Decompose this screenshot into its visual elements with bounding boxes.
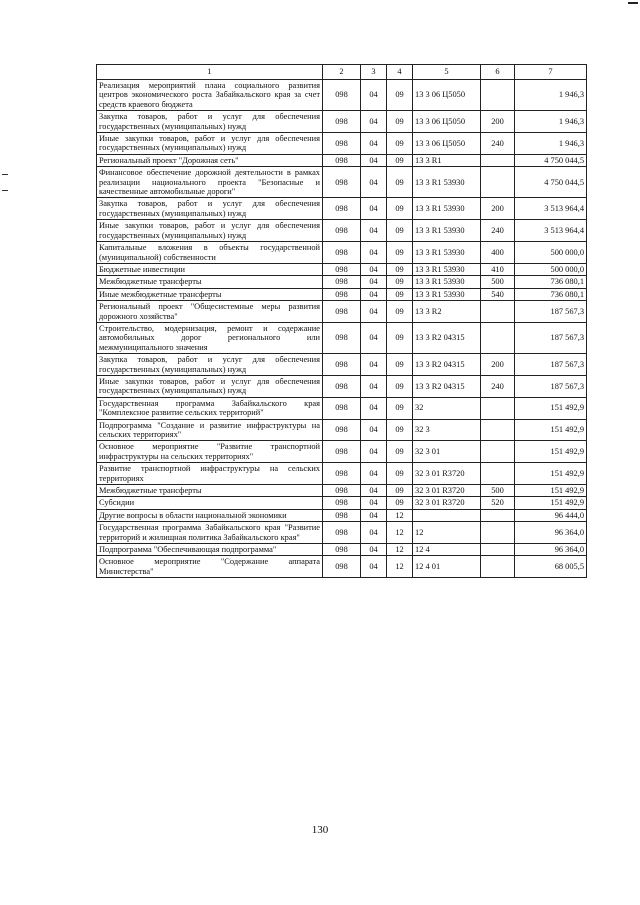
section-code-cell: 04 xyxy=(361,544,387,556)
item-name-cell: Иные закупки товаров, работ и услуг для обеспечения государственных (муниципальных) нужд xyxy=(97,375,323,397)
ministry-code-cell: 098 xyxy=(323,375,361,397)
target-article-cell: 32 3 01 R3720 xyxy=(413,463,481,485)
table-row xyxy=(97,263,587,275)
item-name-cell: Иные закупки товаров, работ и услуг для обеспечения государственных (муниципальных) нужд xyxy=(97,220,323,242)
item-name-cell: Строительство, модернизация, ремонт и содержание автомобильных дорог регионального или межмуниципального значения xyxy=(97,322,323,353)
amount-cell: 187 567,3 xyxy=(515,322,587,353)
ministry-code-cell: 098 xyxy=(323,509,361,521)
target-article-cell: 13 3 06 Ц5050 xyxy=(413,80,481,111)
subsection-code-cell: 09 xyxy=(387,167,413,198)
expense-type-cell: 240 xyxy=(481,375,515,397)
subsection-code-cell: 12 xyxy=(387,522,413,544)
item-name-cell: Другие вопросы в области национальной экономики xyxy=(97,509,323,521)
table-row xyxy=(97,497,587,509)
ministry-code-cell: 098 xyxy=(323,556,361,578)
target-article-cell: 13 3 R1 53930 xyxy=(413,276,481,288)
item-name-cell: Государственная программа Забайкальского края "Комплексное развитие сельских территорий" xyxy=(97,397,323,419)
expense-type-cell xyxy=(481,322,515,353)
item-name-cell: Подпрограмма "Обеспечивающая подпрограмма" xyxy=(97,544,323,556)
expense-type-cell: 200 xyxy=(481,198,515,220)
table-row xyxy=(97,397,587,419)
target-article-cell: 13 3 R1 xyxy=(413,154,481,166)
amount-cell: 736 080,1 xyxy=(515,276,587,288)
table-row xyxy=(97,522,587,544)
ministry-code-cell: 098 xyxy=(323,111,361,133)
subsection-code-cell: 09 xyxy=(387,375,413,397)
amount-cell: 187 567,3 xyxy=(515,301,587,323)
expense-type-cell: 240 xyxy=(481,220,515,242)
amount-cell: 3 513 964,4 xyxy=(515,198,587,220)
item-name-cell: Закупка товаров, работ и услуг для обеспечения государственных (муниципальных) нужд xyxy=(97,354,323,376)
ministry-code-cell: 098 xyxy=(323,133,361,155)
section-code-cell: 04 xyxy=(361,301,387,323)
expense-type-cell xyxy=(481,522,515,544)
item-name-cell: Иные межбюджетные трансферты xyxy=(97,288,323,300)
section-code-cell: 04 xyxy=(361,198,387,220)
ministry-code-cell: 098 xyxy=(323,288,361,300)
table-row xyxy=(97,301,587,323)
subsection-code-cell: 09 xyxy=(387,288,413,300)
item-name-cell: Капитальные вложения в объекты государственной (муниципальной) собственности xyxy=(97,242,323,264)
subsection-code-cell: 09 xyxy=(387,463,413,485)
section-code-cell: 04 xyxy=(361,80,387,111)
subsection-code-cell: 09 xyxy=(387,263,413,275)
target-article-cell: 32 3 01 xyxy=(413,441,481,463)
target-article-cell: 32 3 01 R3720 xyxy=(413,485,481,497)
amount-cell: 4 750 044,5 xyxy=(515,167,587,198)
target-article-cell: 13 3 R2 xyxy=(413,301,481,323)
table-row xyxy=(97,419,587,441)
expense-type-cell: 200 xyxy=(481,111,515,133)
table-row xyxy=(97,80,587,111)
section-code-cell: 04 xyxy=(361,133,387,155)
table-row xyxy=(97,354,587,376)
expense-type-cell xyxy=(481,397,515,419)
ministry-code-cell: 098 xyxy=(323,441,361,463)
amount-cell: 1 946,3 xyxy=(515,80,587,111)
table-row xyxy=(97,111,587,133)
table-row xyxy=(97,485,587,497)
item-name-cell: Закупка товаров, работ и услуг для обеспечения государственных (муниципальных) нужд xyxy=(97,111,323,133)
subsection-code-cell: 09 xyxy=(387,397,413,419)
amount-cell: 151 492,9 xyxy=(515,441,587,463)
item-name-cell: Основное мероприятие "Содержание аппарата Министерства" xyxy=(97,556,323,578)
amount-cell: 96 364,0 xyxy=(515,544,587,556)
subsection-code-cell: 09 xyxy=(387,242,413,264)
item-name-cell: Реализация мероприятий плана социального развития центров экономического роста Забайкальского края за счет средств краевого бюджета xyxy=(97,80,323,111)
target-article-cell: 32 3 xyxy=(413,419,481,441)
expense-type-cell: 200 xyxy=(481,354,515,376)
amount-cell: 151 492,9 xyxy=(515,463,587,485)
item-name-cell: Подпрограмма "Создание и развитие инфраструктуры на сельских территориях" xyxy=(97,419,323,441)
expense-type-cell: 240 xyxy=(481,133,515,155)
amount-cell: 96 364,0 xyxy=(515,522,587,544)
target-article-cell xyxy=(413,509,481,521)
subsection-code-cell: 12 xyxy=(387,509,413,521)
target-article-cell: 13 3 R2 04315 xyxy=(413,375,481,397)
header-cell: 6 xyxy=(481,65,515,80)
ministry-code-cell: 098 xyxy=(323,301,361,323)
section-code-cell: 04 xyxy=(361,485,387,497)
section-code-cell: 04 xyxy=(361,509,387,521)
table-row xyxy=(97,198,587,220)
table-row xyxy=(97,544,587,556)
amount-cell: 68 005,5 xyxy=(515,556,587,578)
section-code-cell: 04 xyxy=(361,220,387,242)
amount-cell: 4 750 044,5 xyxy=(515,154,587,166)
target-article-cell: 13 3 R1 53930 xyxy=(413,263,481,275)
table-row xyxy=(97,556,587,578)
target-article-cell: 13 3 R1 53930 xyxy=(413,198,481,220)
target-article-cell: 13 3 R1 53930 xyxy=(413,288,481,300)
expense-type-cell: 410 xyxy=(481,263,515,275)
subsection-code-cell: 09 xyxy=(387,111,413,133)
item-name-cell: Межбюджетные трансферты xyxy=(97,276,323,288)
table-row xyxy=(97,322,587,353)
scan-corner-mark xyxy=(628,2,638,4)
header-cell: 2 xyxy=(323,65,361,80)
table-row xyxy=(97,242,587,264)
section-code-cell: 04 xyxy=(361,154,387,166)
header-cell: 3 xyxy=(361,65,387,80)
subsection-code-cell: 09 xyxy=(387,497,413,509)
item-name-cell: Закупка товаров, работ и услуг для обеспечения государственных (муниципальных) нужд xyxy=(97,198,323,220)
section-code-cell: 04 xyxy=(361,263,387,275)
item-name-cell: Субсидии xyxy=(97,497,323,509)
expense-type-cell xyxy=(481,301,515,323)
ministry-code-cell: 098 xyxy=(323,522,361,544)
target-article-cell: 32 xyxy=(413,397,481,419)
expense-type-cell: 540 xyxy=(481,288,515,300)
expense-type-cell: 520 xyxy=(481,497,515,509)
table-row xyxy=(97,288,587,300)
section-code-cell: 04 xyxy=(361,111,387,133)
section-code-cell: 04 xyxy=(361,397,387,419)
document-page xyxy=(96,64,586,578)
ministry-code-cell: 098 xyxy=(323,485,361,497)
ministry-code-cell: 098 xyxy=(323,544,361,556)
section-code-cell: 04 xyxy=(361,276,387,288)
expense-type-cell xyxy=(481,509,515,521)
table-row xyxy=(97,276,587,288)
ministry-code-cell: 098 xyxy=(323,263,361,275)
ministry-code-cell: 098 xyxy=(323,154,361,166)
ministry-code-cell: 098 xyxy=(323,276,361,288)
header-row xyxy=(97,65,587,80)
target-article-cell: 12 xyxy=(413,522,481,544)
expense-type-cell: 500 xyxy=(481,485,515,497)
header-cell: 4 xyxy=(387,65,413,80)
amount-cell: 500 000,0 xyxy=(515,263,587,275)
table-row xyxy=(97,375,587,397)
section-code-cell: 04 xyxy=(361,354,387,376)
section-code-cell: 04 xyxy=(361,463,387,485)
subsection-code-cell: 09 xyxy=(387,220,413,242)
table-row xyxy=(97,220,587,242)
target-article-cell: 13 3 R1 53930 xyxy=(413,167,481,198)
expense-type-cell: 500 xyxy=(481,276,515,288)
section-code-cell: 04 xyxy=(361,288,387,300)
subsection-code-cell: 09 xyxy=(387,441,413,463)
target-article-cell: 12 4 xyxy=(413,544,481,556)
page-number: 130 xyxy=(311,824,329,836)
amount-cell: 96 444,0 xyxy=(515,509,587,521)
amount-cell: 151 492,9 xyxy=(515,397,587,419)
ministry-code-cell: 098 xyxy=(323,419,361,441)
target-article-cell: 13 3 06 Ц5050 xyxy=(413,111,481,133)
subsection-code-cell: 09 xyxy=(387,198,413,220)
target-article-cell: 13 3 R2 04315 xyxy=(413,354,481,376)
amount-cell: 3 513 964,4 xyxy=(515,220,587,242)
ministry-code-cell: 098 xyxy=(323,242,361,264)
amount-cell: 151 492,9 xyxy=(515,419,587,441)
subsection-code-cell: 09 xyxy=(387,419,413,441)
amount-cell: 151 492,9 xyxy=(515,497,587,509)
ministry-code-cell: 098 xyxy=(323,497,361,509)
ministry-code-cell: 098 xyxy=(323,167,361,198)
amount-cell: 1 946,3 xyxy=(515,133,587,155)
expense-type-cell xyxy=(481,544,515,556)
amount-cell: 151 492,9 xyxy=(515,485,587,497)
target-article-cell: 12 4 01 xyxy=(413,556,481,578)
item-name-cell: Региональный проект "Дорожная сеть" xyxy=(97,154,323,166)
ministry-code-cell: 098 xyxy=(323,354,361,376)
header-cell: 7 xyxy=(515,65,587,80)
subsection-code-cell: 12 xyxy=(387,556,413,578)
section-code-cell: 04 xyxy=(361,375,387,397)
ministry-code-cell: 098 xyxy=(323,322,361,353)
expense-type-cell xyxy=(481,441,515,463)
subsection-code-cell: 09 xyxy=(387,154,413,166)
target-article-cell: 32 3 01 R3720 xyxy=(413,497,481,509)
ministry-code-cell: 098 xyxy=(323,80,361,111)
ministry-code-cell: 098 xyxy=(323,220,361,242)
item-name-cell: Финансовое обеспечение дорожной деятельности в рамках реализации национального проекта "Безопасные и качественные автомобильные дороги" xyxy=(97,167,323,198)
ministry-code-cell: 098 xyxy=(323,198,361,220)
expense-type-cell: 400 xyxy=(481,242,515,264)
ministry-code-cell: 098 xyxy=(323,463,361,485)
subsection-code-cell: 09 xyxy=(387,354,413,376)
header-cell: 5 xyxy=(413,65,481,80)
expense-type-cell xyxy=(481,419,515,441)
subsection-code-cell: 12 xyxy=(387,544,413,556)
section-code-cell: 04 xyxy=(361,419,387,441)
table-row xyxy=(97,133,587,155)
expense-type-cell xyxy=(481,80,515,111)
item-name-cell: Государственная программа Забайкальского края "Развитие территорий и жилищная политика Забайкальского края" xyxy=(97,522,323,544)
table-row xyxy=(97,509,587,521)
table-row xyxy=(97,167,587,198)
scan-edge-mark xyxy=(2,174,8,175)
subsection-code-cell: 09 xyxy=(387,301,413,323)
ministry-code-cell: 098 xyxy=(323,397,361,419)
amount-cell: 187 567,3 xyxy=(515,354,587,376)
amount-cell: 500 000,0 xyxy=(515,242,587,264)
subsection-code-cell: 09 xyxy=(387,276,413,288)
header-cell: 1 xyxy=(97,65,323,80)
item-name-cell: Бюджетные инвестиции xyxy=(97,263,323,275)
target-article-cell: 13 3 R2 04315 xyxy=(413,322,481,353)
target-article-cell: 13 3 R1 53930 xyxy=(413,242,481,264)
section-code-cell: 04 xyxy=(361,322,387,353)
table-row xyxy=(97,441,587,463)
item-name-cell: Развитие транспортной инфраструктуры на сельских территориях xyxy=(97,463,323,485)
expense-type-cell xyxy=(481,167,515,198)
subsection-code-cell: 09 xyxy=(387,80,413,111)
section-code-cell: 04 xyxy=(361,522,387,544)
section-code-cell: 04 xyxy=(361,167,387,198)
table-row xyxy=(97,154,587,166)
target-article-cell: 13 3 06 Ц5050 xyxy=(413,133,481,155)
section-code-cell: 04 xyxy=(361,441,387,463)
amount-cell: 1 946,3 xyxy=(515,111,587,133)
expense-type-cell xyxy=(481,154,515,166)
expense-type-cell xyxy=(481,463,515,485)
scan-edge-mark xyxy=(2,190,8,191)
item-name-cell: Иные закупки товаров, работ и услуг для обеспечения государственных (муниципальных) нужд xyxy=(97,133,323,155)
target-article-cell: 13 3 R1 53930 xyxy=(413,220,481,242)
section-code-cell: 04 xyxy=(361,242,387,264)
expense-type-cell xyxy=(481,556,515,578)
item-name-cell: Региональный проект "Общесистемные меры развития дорожного хозяйства" xyxy=(97,301,323,323)
section-code-cell: 04 xyxy=(361,556,387,578)
amount-cell: 736 080,1 xyxy=(515,288,587,300)
section-code-cell: 04 xyxy=(361,497,387,509)
amount-cell: 187 567,3 xyxy=(515,375,587,397)
subsection-code-cell: 09 xyxy=(387,322,413,353)
subsection-code-cell: 09 xyxy=(387,485,413,497)
item-name-cell: Основное мероприятие "Развитие транспортной инфраструктуры на сельских территориях" xyxy=(97,441,323,463)
budget-table xyxy=(96,64,587,578)
table-row xyxy=(97,463,587,485)
item-name-cell: Межбюджетные трансферты xyxy=(97,485,323,497)
subsection-code-cell: 09 xyxy=(387,133,413,155)
